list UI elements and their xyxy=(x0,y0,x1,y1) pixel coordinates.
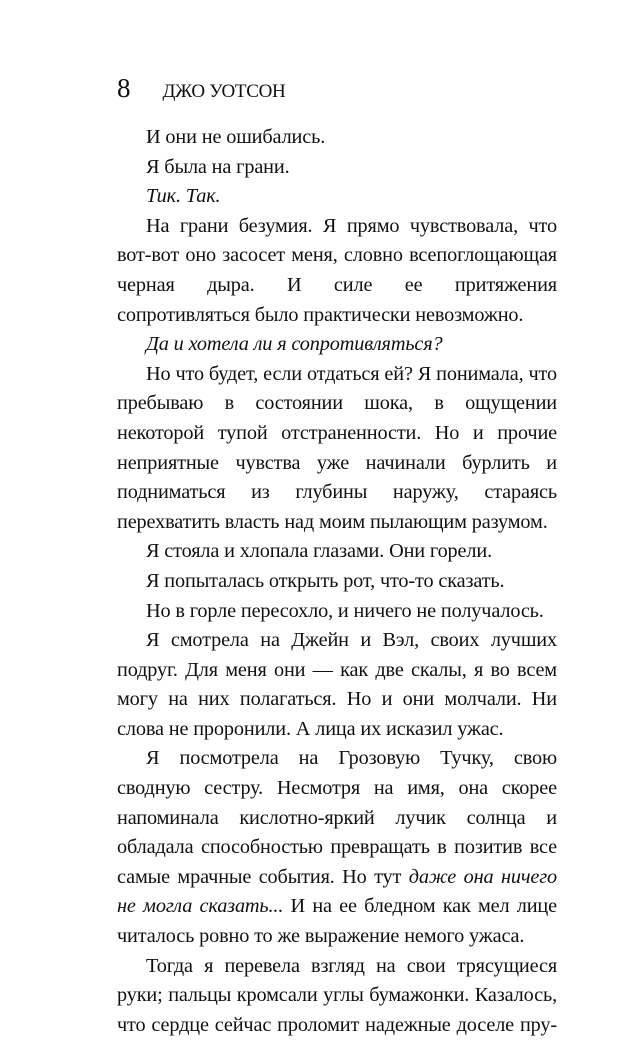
paragraph-italic: Да и хотела ли я сопротивляться? xyxy=(146,333,443,356)
paragraph: Я была на грани. xyxy=(146,155,290,178)
paragraph-text: Я посмотрела на Грозовую Тучку, свою сводную сестру. Несмотря на имя, она скорее напоминала кислотно-яркий лучик солнца и обладала способностью превращать в позитив все самые мрачные события. Но тут xyxy=(117,747,557,888)
paragraph-text: И на ее бледном как мел лице читалось ровно то же выражение немого ужаса. xyxy=(117,895,557,948)
page-number: 8 xyxy=(117,73,131,103)
italic-phrase: даже она ничего не могла сказать... xyxy=(117,865,557,918)
paragraph: Я стояла и хлопала глазами. Они горели. xyxy=(146,540,492,563)
running-head-author: ДЖО УОТСОН xyxy=(162,81,286,102)
paragraph: Я смотрела на Джейн и Вэл, своих лучших подруг. Для меня они — как две скалы, я во всем могу на них полагаться. Но и они молчали. Ни слова не проронили. А лица их исказил ужас. xyxy=(117,629,557,740)
paragraph: Но в горле пересохло, и ничего не получалось. xyxy=(146,599,544,622)
page-header xyxy=(117,70,285,106)
paragraph: Я попыталась открыть рот, что-то сказать. xyxy=(146,569,505,592)
paragraph-continues: Тогда я перевела взгляд на свои трясущиеся руки; пальцы кромсали углы бумажонки. Казалось, что сердце сейчас проломит надежные доселе пру- xyxy=(117,954,557,1036)
paragraph: На грани безумия. Я прямо чувствовала, что вот-вот оно засосет меня, словно всепоглощающая черная дыра. И силе ее притяжения сопротивляться было практически невозможно. xyxy=(117,214,557,326)
paragraph xyxy=(117,744,557,951)
paragraph: Но что будет, если отдаться ей? Я понимала, что пребываю в состоянии шока, в ощущении некоторой тупой отстраненности. Но и прочие неприятные чувства уже начинали бурлить и подниматься из глубины наружу, стараясь перехватить власть над моим пылающим разумом. xyxy=(117,362,557,533)
paragraph-italic: Тик. Так. xyxy=(146,185,221,208)
paragraph: И они не ошибались. xyxy=(146,126,326,148)
body-text xyxy=(117,123,557,1040)
